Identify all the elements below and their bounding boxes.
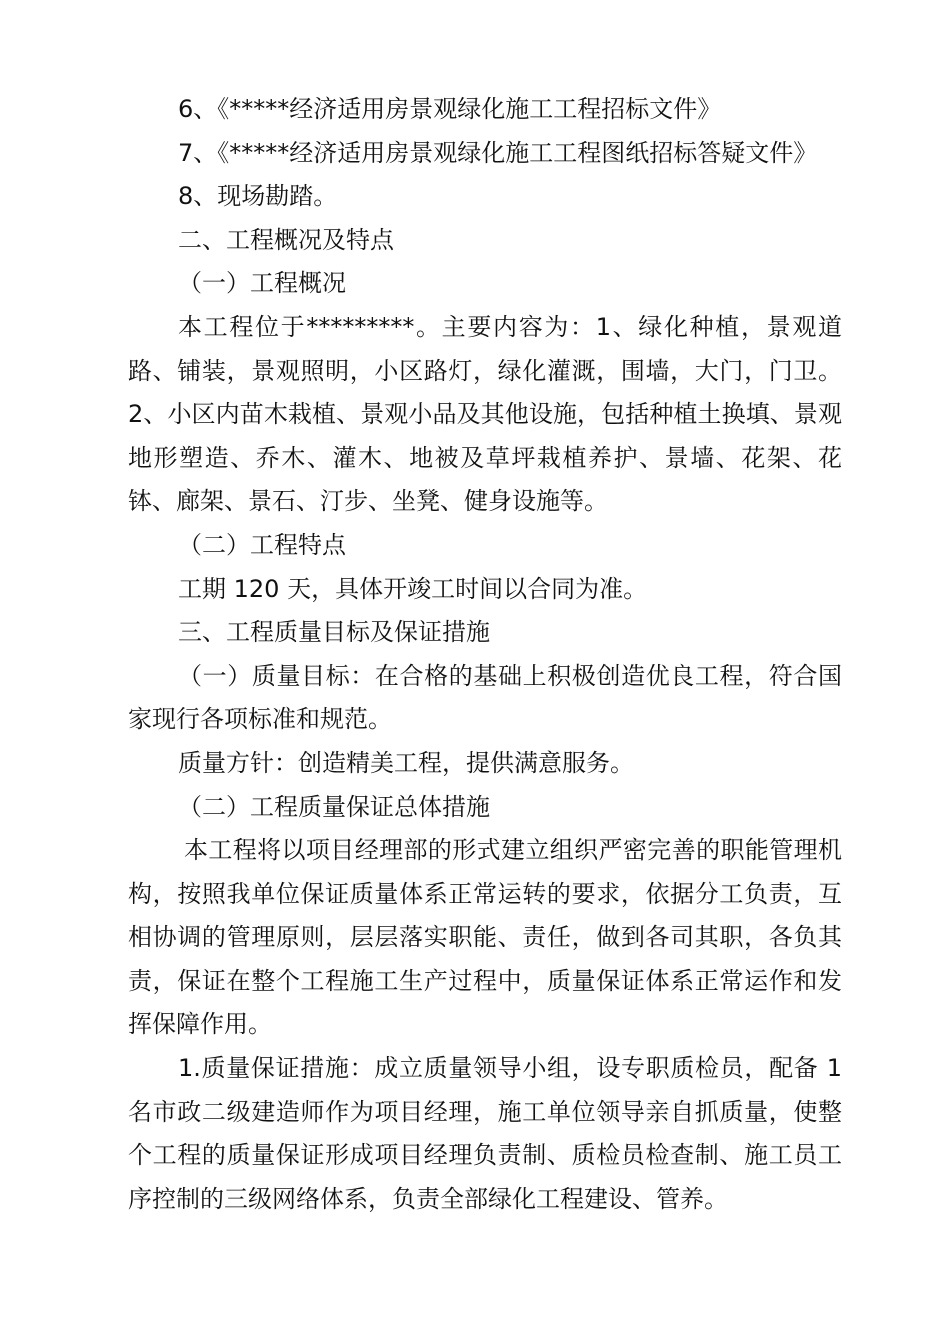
reference-item-7: 7、《*****经济适用房景观绿化施工工程图纸招标答疑文件》 <box>178 138 818 167</box>
subsection-heading-project-features: （二）工程特点 <box>178 530 346 559</box>
paragraph-quality-target: （一）质量目标：在合格的基础上积极创造优良工程，符合国家现行各项标准和规范。 <box>128 661 842 734</box>
section-heading-overview: 二、工程概况及特点 <box>178 225 394 254</box>
reference-item-6: 6、《*****经济适用房景观绿化施工工程招标文件》 <box>178 95 722 123</box>
paragraph-project-overview: 本工程位于*********。主要内容为：1、绿化种植，景观道路、铺装，景观照明，小区路灯，绿化灌溉，围墙，大门，门卫。2、小区内苗木栽植、景观小品及其他设施，包括种植土换填、景观地形塑造、乔木、灌木、地被及草坪栽植养护、景墙、花架、花钵、廊架、景石、汀步、坐凳、健身设施等。 <box>128 312 842 516</box>
paragraph-quality-policy: 质量方针：创造精美工程，提供满意服务。 <box>178 748 634 777</box>
paragraph-quality-assurance-measures: 1.质量保证措施：成立质量领导小组，设专职质检员，配备 1 名市政二级建造师作为项目经理，施工单位领导亲自抓质量，使整个工程的质量保证形成项目经理负责制、质检员检查制、施工员工序控制的三级网络体系，负责全部绿化工程建设、管养。 <box>128 1054 842 1213</box>
paragraph-project-duration: 工期 120 天，具体开竣工时间以合同为准。 <box>178 574 648 603</box>
subsection-heading-quality-measures: （二）工程质量保证总体措施 <box>178 792 490 821</box>
section-heading-quality: 三、工程质量目标及保证措施 <box>178 618 490 647</box>
subsection-heading-project-overview: （一）工程概况 <box>178 269 346 298</box>
document-body <box>128 88 842 1221</box>
reference-item-8: 8、现场勘踏。 <box>178 182 338 211</box>
paragraph-quality-organization: 本工程将以项目经理部的形式建立组织严密完善的职能管理机构，按照我单位保证质量体系正常运转的要求，依据分工负责，互相协调的管理原则，层层落实职能、责任，做到各司其职，各负其责，保证在整个工程施工生产过程中，质量保证体系正常运作和发挥保障作用。 <box>128 836 842 1039</box>
